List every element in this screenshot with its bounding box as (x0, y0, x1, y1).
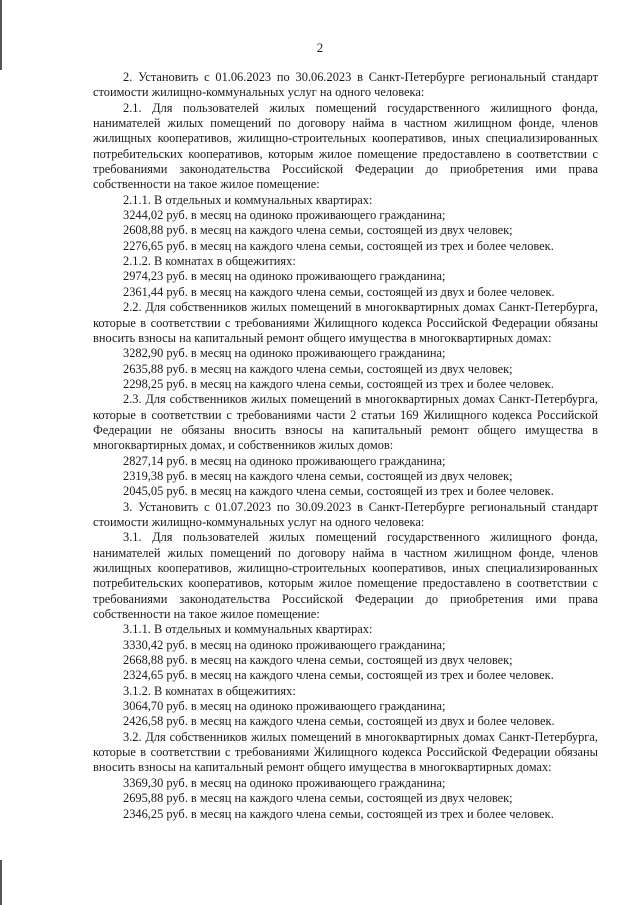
rate-line: 2827,14 руб. в месяц на одиноко проживающего гражданина; (123, 453, 446, 468)
document-body (93, 70, 598, 822)
paragraph-subitem-2-1-1: 2.1.1. В отдельных и коммунальных квартирах: (123, 192, 373, 207)
paragraph-item-3: 3. Установить с 01.07.2023 по 30.09.2023 в Санкт-Петербурге региональный стандарт стоимости жилищно-коммунальных услуг на одного человека: (93, 499, 598, 529)
paragraph-subitem-3-2: 3.2. Для собственников жилых помещений в многоквартирных домах Санкт-Петербурга, которые в соответствии с требованиями Жилищного кодекса Российской Федерации обязаны вносить взносы на капитальный ремонт общего имущества в многоквартирных домах: (93, 729, 598, 775)
paragraph-subitem-3-1: 3.1. Для пользователей жилых помещений государственного жилищного фонда, нанимателей жилых помещений по договору найма в частном жилищном фонде, членов жилищных кооперативов, жилищно-строительных кооперативов, иных специализированных потребительских кооперативов, которым жилое помещение предоставлено в соответствии с требованиями законодательства Российской Федерации до приобретения ими права собственности на такое жилое помещение: (93, 530, 598, 622)
rate-line: 2974,23 руб. в месяц на одиноко проживающего гражданина; (123, 269, 446, 284)
rate-line: 3369,30 руб. в месяц на одиноко проживающего гражданина; (123, 775, 446, 790)
page-number: 2 (316, 40, 324, 55)
rate-line: 2361,44 руб. в месяц на каждого члена семьи, состоящей из двух и более человек. (123, 284, 555, 299)
rate-line: 3330,42 руб. в месяц на одиноко проживающего гражданина; (123, 637, 446, 652)
paragraph-subitem-2-2: 2.2. Для собственников жилых помещений в многоквартирных домах Санкт-Петербурга, которые в соответствии с требованиями Жилищного кодекса Российской Федерации обязаны вносить взносы на капитальный ремонт общего имущества в многоквартирных домах: (93, 300, 598, 345)
rate-line: 2635,88 руб. в месяц на каждого члена семьи, состоящей из двух человек; (123, 361, 513, 376)
rate-line: 2319,38 руб. в месяц на каждого члена семьи, состоящей из двух человек; (123, 468, 513, 483)
rate-line: 2608,88 руб. в месяц на каждого члена семьи, состоящей из двух человек; (123, 223, 513, 238)
rate-line: 3064,70 руб. в месяц на одиноко проживающего гражданина; (123, 699, 446, 714)
scan-edge-line (0, 0, 2, 70)
rate-line: 2695,88 руб. в месяц на каждого члена семьи, состоящей из двух человек; (123, 791, 513, 806)
rate-line: 2298,25 руб. в месяц на каждого члена семьи, состоящей из трех и более человек. (123, 376, 554, 391)
paragraph-subitem-3-1-2: 3.1.2. В комнатах в общежитиях: (123, 683, 296, 698)
scan-edge-line (0, 860, 2, 905)
rate-line: 2346,25 руб. в месяц на каждого члена семьи, состоящей из трех и более человек. (123, 806, 554, 821)
rate-line: 3282,90 руб. в месяц на одиноко проживающего гражданина; (123, 346, 446, 361)
paragraph-item-2: 2. Установить с 01.06.2023 по 30.06.2023 в Санкт-Петербурге региональный стандарт стоимости жилищно-коммунальных услуг на одного человека: (93, 70, 598, 100)
paragraph-subitem-2-3: 2.3. Для собственников жилых помещений в многоквартирных домах Санкт-Петербурга, которые в соответствии с требованиями части 2 статьи 169 Жилищного кодекса Российской Федерации не обязаны вносить взносы на капитальный ремонт общего имущества в многоквартирных домах, и собственников жилых домов: (93, 392, 598, 453)
rate-line: 2276,65 руб. в месяц на каждого члена семьи, состоящей из трех и более человек. (123, 238, 554, 253)
rate-line: 3244,02 руб. в месяц на одиноко проживающего гражданина; (123, 208, 446, 223)
paragraph-subitem-2-1: 2.1. Для пользователей жилых помещений государственного жилищного фонда, нанимателей жилых помещений по договору найма в частном жилищном фонде, членов жилищных кооперативов, жилищно-строительных кооперативов, иных специализированных потребительских кооперативов, которым жилое помещение предоставлено в соответствии с требованиями законодательства Российской Федерации до приобретения ими права собственности на такое жилое помещение: (93, 100, 598, 192)
paragraph-subitem-2-1-2: 2.1.2. В комнатах в общежитиях: (123, 254, 296, 269)
paragraph-subitem-3-1-1: 3.1.1. В отдельных и коммунальных квартирах: (123, 622, 373, 637)
rate-line: 2426,58 руб. в месяц на каждого члена семьи, состоящей из двух и более человек. (123, 714, 555, 729)
rate-line: 2324,65 руб. в месяц на каждого члена семьи, состоящей из трех и более человек. (123, 668, 554, 683)
rate-line: 2045,05 руб. в месяц на каждого члена семьи, состоящей из трех и более человек. (123, 484, 554, 499)
rate-line: 2668,88 руб. в месяц на каждого члена семьи, состоящей из двух человек; (123, 653, 513, 668)
